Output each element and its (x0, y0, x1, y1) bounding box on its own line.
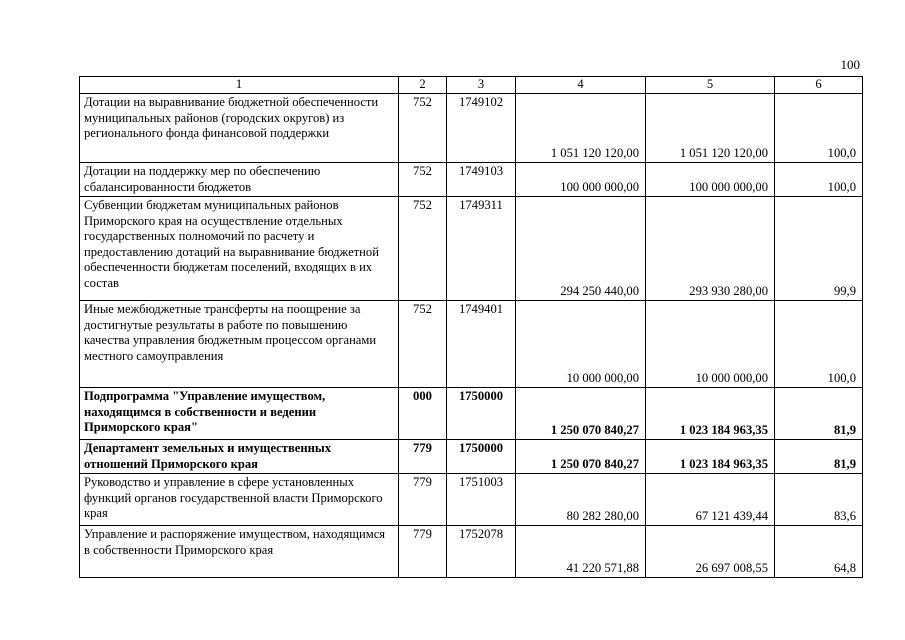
row-name: Руководство и управление в сфере установленных функций органов государственной власти Приморского края (80, 474, 399, 526)
row-code: 752 (399, 163, 447, 197)
column-header: 6 (775, 77, 863, 94)
row-target-code: 1751003 (447, 474, 516, 526)
table-row (80, 94, 863, 163)
row-code: 752 (399, 197, 447, 301)
row-actual-amount: 293 930 280,00 (646, 197, 775, 301)
row-code: 752 (399, 301, 447, 388)
table-row (80, 163, 863, 197)
row-target-code: 1749103 (447, 163, 516, 197)
column-header: 1 (80, 77, 399, 94)
row-target-code: 1750000 (447, 440, 516, 474)
row-actual-amount: 67 121 439,44 (646, 474, 775, 526)
row-name: Управление и распоряжение имуществом, находящимся в собственности Приморского края (80, 526, 399, 578)
row-name: Дотации на выравнивание бюджетной обеспеченности муниципальных районов (городских округов) из регионального фонда финансовой поддержки (80, 94, 399, 163)
row-plan-amount: 41 220 571,88 (516, 526, 646, 578)
row-target-code: 1752078 (447, 526, 516, 578)
row-actual-amount: 100 000 000,00 (646, 163, 775, 197)
row-actual-amount: 1 023 184 963,35 (646, 440, 775, 474)
table-header-row (80, 77, 863, 94)
row-plan-amount: 10 000 000,00 (516, 301, 646, 388)
row-plan-amount: 1 250 070 840,27 (516, 388, 646, 440)
column-header: 5 (646, 77, 775, 94)
row-target-code: 1749401 (447, 301, 516, 388)
row-actual-amount: 1 051 120 120,00 (646, 94, 775, 163)
row-name: Дотации на поддержку мер по обеспечению сбалансированности бюджетов (80, 163, 399, 197)
row-actual-amount: 1 023 184 963,35 (646, 388, 775, 440)
row-target-code: 1749102 (447, 94, 516, 163)
row-percent: 83,6 (775, 474, 863, 526)
page-number: 100 (840, 57, 860, 72)
row-plan-amount: 1 051 120 120,00 (516, 94, 646, 163)
budget-table-body (80, 77, 863, 578)
row-percent: 81,9 (775, 440, 863, 474)
row-code: 752 (399, 94, 447, 163)
row-percent: 64,8 (775, 526, 863, 578)
table-row (80, 197, 863, 301)
row-plan-amount: 100 000 000,00 (516, 163, 646, 197)
row-plan-amount: 1 250 070 840,27 (516, 440, 646, 474)
column-header: 3 (447, 77, 516, 94)
column-header: 2 (399, 77, 447, 94)
row-percent: 100,0 (775, 301, 863, 388)
row-percent: 100,0 (775, 94, 863, 163)
row-percent: 99,9 (775, 197, 863, 301)
row-code: 779 (399, 526, 447, 578)
row-plan-amount: 80 282 280,00 (516, 474, 646, 526)
table-row (80, 474, 863, 526)
row-actual-amount: 26 697 008,55 (646, 526, 775, 578)
row-percent: 81,9 (775, 388, 863, 440)
row-plan-amount: 294 250 440,00 (516, 197, 646, 301)
row-name: Департамент земельных и имущественных отношений Приморского края (80, 440, 399, 474)
table-row (80, 388, 863, 440)
row-target-code: 1750000 (447, 388, 516, 440)
row-percent: 100,0 (775, 163, 863, 197)
budget-table (79, 76, 863, 578)
row-name: Иные межбюджетные трансферты на поощрение за достигнутые результаты в работе по повышению качества управления бюджетным процессом органами местного самоуправления (80, 301, 399, 388)
row-code: 779 (399, 440, 447, 474)
column-header: 4 (516, 77, 646, 94)
row-code: 779 (399, 474, 447, 526)
table-row (80, 301, 863, 388)
row-target-code: 1749311 (447, 197, 516, 301)
row-name: Субвенции бюджетам муниципальных районов Приморского края на осуществление отдельных государственных полномочий по расчету и предоставлению дотаций на выравнивание бюджетной обеспеченности бюджетам поселений, входящих в их состав (80, 197, 399, 301)
row-code: 000 (399, 388, 447, 440)
row-name: Подпрограмма "Управление имуществом, находящимся в собственности и ведении Приморского края" (80, 388, 399, 440)
row-actual-amount: 10 000 000,00 (646, 301, 775, 388)
table-row (80, 526, 863, 578)
table-row (80, 440, 863, 474)
